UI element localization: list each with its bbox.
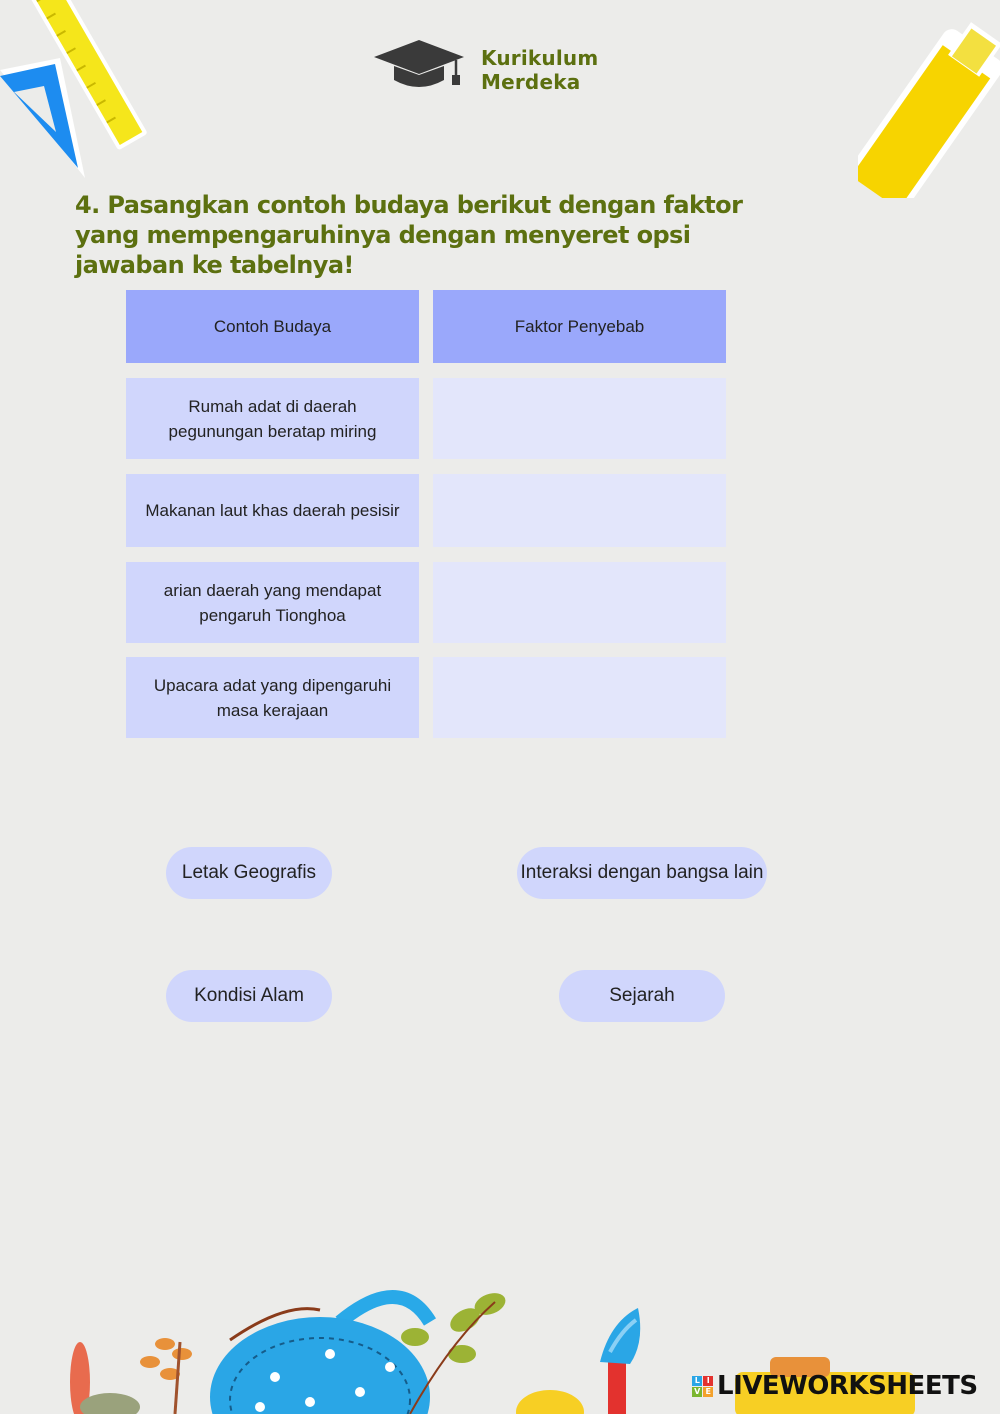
- table-row-4-drop-zone[interactable]: [433, 657, 726, 738]
- table-row-1-example: Rumah adat di daerah pegunungan beratap miring: [126, 378, 419, 459]
- liveworksheets-logo-text: LIVEWORKSHEETS: [717, 1371, 978, 1401]
- logo-grid-i: I: [703, 1376, 713, 1386]
- graduation-cap-icon: [374, 40, 464, 90]
- brand-line-2: Merdeka: [481, 70, 581, 94]
- option-interaksi-bangsa-lain[interactable]: Interaksi dengan bangsa lain: [517, 847, 767, 899]
- table-header-example: Contoh Budaya: [126, 290, 419, 363]
- table-row-1-drop-zone[interactable]: [433, 378, 726, 459]
- option-sejarah[interactable]: Sejarah: [559, 970, 725, 1022]
- table-row-4-example: Upacara adat yang dipengaruhi masa kerajaan: [126, 657, 419, 738]
- ruler-triangle-decoration: [0, 0, 160, 185]
- table-row-3-example: arian daerah yang mendapat pengaruh Tionghoa: [126, 562, 419, 643]
- table-row-2-drop-zone[interactable]: [433, 474, 726, 547]
- table-header-factor: Faktor Penyebab: [433, 290, 726, 363]
- brand-line-1: Kurikulum: [481, 46, 599, 70]
- option-letak-geografis[interactable]: Letak Geografis: [166, 847, 332, 899]
- liveworksheets-grid-icon: [692, 1376, 713, 1397]
- highlighter-decoration: [858, 18, 1000, 198]
- brand-title: [481, 46, 598, 94]
- logo-grid-l: L: [692, 1376, 702, 1386]
- liveworksheets-logo: [692, 1371, 978, 1401]
- logo-grid-e: E: [703, 1387, 713, 1397]
- logo-grid-v: V: [692, 1387, 702, 1397]
- question-text: 4. Pasangkan contoh budaya berikut dengan faktor yang mempengaruhinya dengan menyeret opsi jawaban ke tabelnya!: [75, 191, 743, 279]
- option-kondisi-alam[interactable]: Kondisi Alam: [166, 970, 332, 1022]
- table-row-2-example: Makanan laut khas daerah pesisir: [126, 474, 419, 547]
- table-row-3-drop-zone[interactable]: [433, 562, 726, 643]
